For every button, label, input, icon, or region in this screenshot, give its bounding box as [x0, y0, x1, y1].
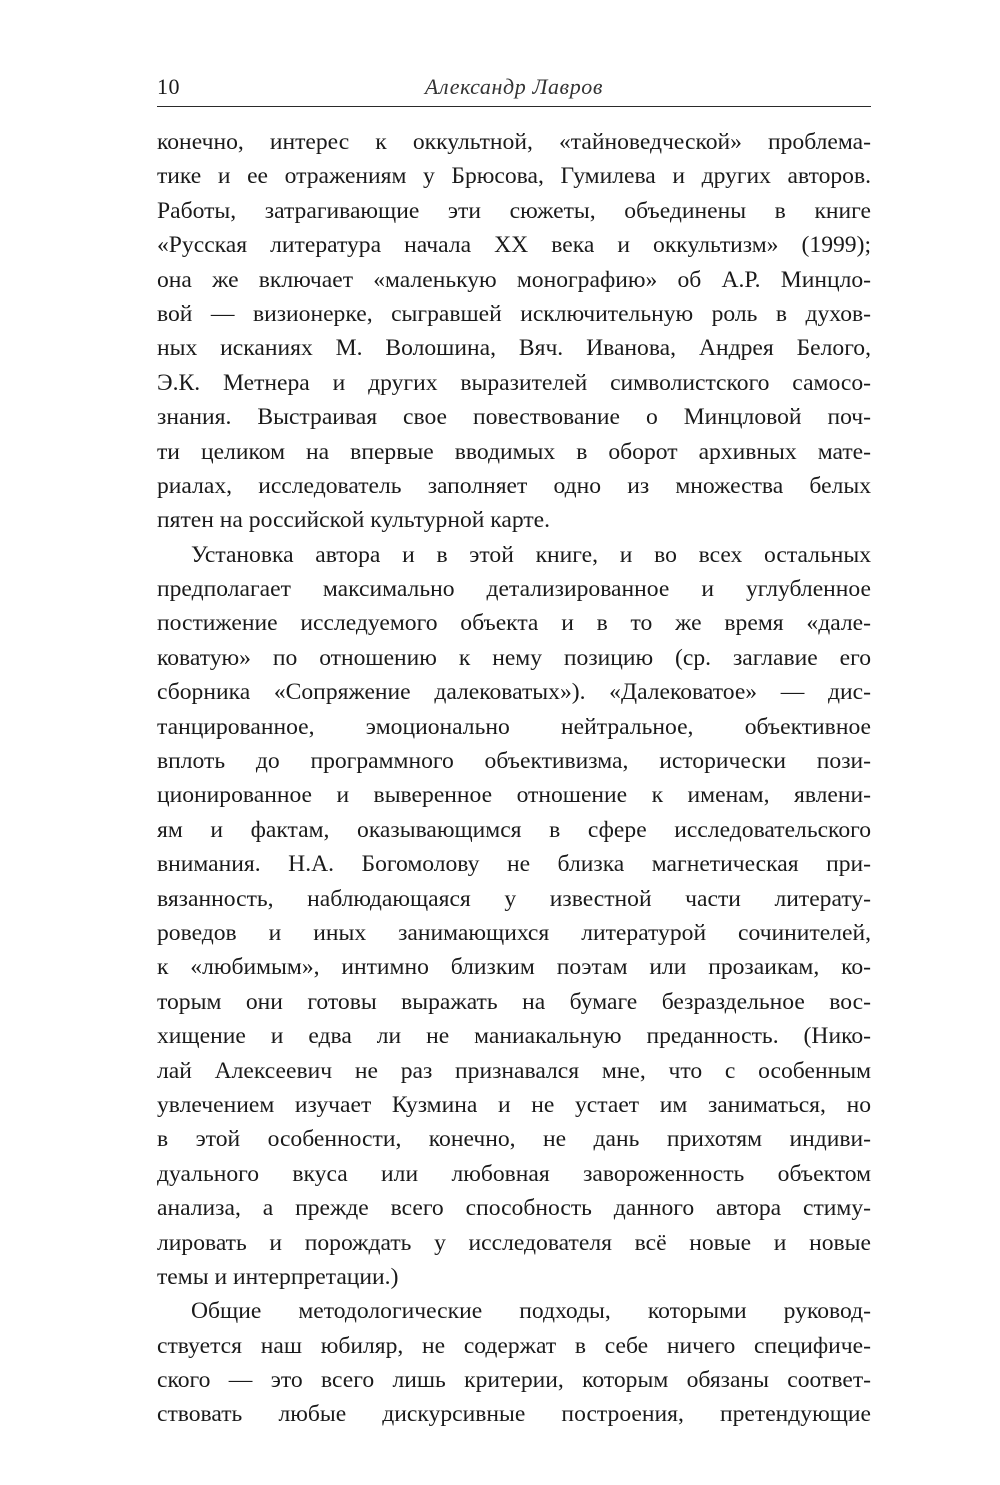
- text-line: танцированное, эмоционально нейтральное, объективное: [157, 713, 871, 740]
- text-line: тике и ее отражениям у Брюсова, Гумилева и других авторов.: [157, 163, 871, 190]
- text-line: ского — это всего лишь критерии, которым обязаны соответ-: [157, 1367, 871, 1394]
- text-line: конечно, интерес к оккультной, «тайноведческой» проблема-: [157, 129, 871, 155]
- text-line: дуального вкуса или любовная завороженность объектом: [157, 1160, 871, 1187]
- text-line: Э.К. Метнера и других выразителей символистского самосо-: [157, 369, 871, 396]
- text-line: предполагает максимально детализированное и углубленное: [157, 576, 871, 603]
- text-line: лировать и порождать у исследователя всё новые и новые: [157, 1229, 871, 1256]
- text-line: лай Алексеевич не раз признавался мне, что с особенным: [157, 1057, 871, 1084]
- text-line: ям и фактам, оказывающимся в сфере исследовательского: [157, 816, 871, 843]
- text-line: постижение исследуемого объекта и в то же время «дале-: [157, 610, 871, 637]
- text-line: ствовать любые дискурсивные построения, претендующие: [157, 1401, 871, 1428]
- body-text: [157, 125, 871, 1432]
- text-line: в этой особенности, конечно, не дань прихотям индиви-: [157, 1126, 871, 1153]
- text-line: Работы, затрагивающие эти сюжеты, объединены в книге: [157, 197, 871, 224]
- text-line: ных исканиях М. Волошина, Вяч. Иванова, Андрея Белого,: [157, 335, 871, 362]
- text-line: внимания. Н.А. Богомолову не близка магнетическая при-: [157, 851, 871, 878]
- text-line: она же включает «маленькую монографию» об А.Р. Минцло-: [157, 266, 871, 293]
- text-line: Общие методологические подходы, которыми руковод-: [191, 1298, 871, 1325]
- header-rule: [157, 106, 871, 107]
- text-line: «Русская литература начала XX века и оккультизм» (1999);: [157, 232, 871, 259]
- text-line: ствуется наш юбиляр, не содержат в себе ничего специфиче-: [157, 1332, 871, 1359]
- text-line: вой — визионерке, сыгравшей исключительную роль в духов-: [157, 300, 871, 327]
- paragraph: [157, 538, 871, 1295]
- text-line: риалах, исследователь заполняет одно из множества белых: [157, 472, 871, 499]
- page-number: 10: [157, 74, 180, 99]
- text-line: знания. Выстраивая свое повествование о Минцловой поч-: [157, 404, 871, 431]
- text-line: анализа, а прежде всего способность данного автора стиму-: [157, 1195, 871, 1222]
- text-line: Установка автора и в этой книге, и во всех остальных: [191, 541, 871, 568]
- text-line: ти целиком на впервые вводимых в оборот архивных мате-: [157, 438, 871, 465]
- text-line: пятен на российской культурной карте.: [157, 507, 551, 534]
- text-line: вязанность, наблюдающаяся у известной части литерату-: [157, 885, 871, 912]
- text-line: вплоть до программного объективизма, исторически пози-: [157, 748, 871, 775]
- text-line: хищение и едва ли не маниакальную преданность. (Нико-: [157, 1023, 871, 1050]
- text-line: сборника «Сопряжение далековатых»). «Далековатое» — дис-: [157, 679, 871, 706]
- paragraph: [157, 1294, 871, 1432]
- text-line: ционированное и выверенное отношение к именам, явлени-: [157, 782, 871, 809]
- text-line: увлечением изучает Кузмина и не устает им заниматься, но: [157, 1091, 871, 1118]
- running-head: [157, 72, 871, 106]
- text-line: роведов и иных занимающихся литературой сочинителей,: [157, 919, 871, 946]
- text-line: коватую» по отношению к нему позицию (ср. заглавие его: [157, 644, 871, 671]
- text-line: к «любимым», интимно близким поэтам или прозаикам, ко-: [157, 954, 871, 981]
- text-line: темы и интерпретации.): [157, 1263, 399, 1290]
- running-title: Александр Лавров: [424, 74, 604, 99]
- paragraph: [157, 125, 871, 538]
- text-line: торым они готовы выражать на бумаге безраздельное вос-: [157, 988, 871, 1015]
